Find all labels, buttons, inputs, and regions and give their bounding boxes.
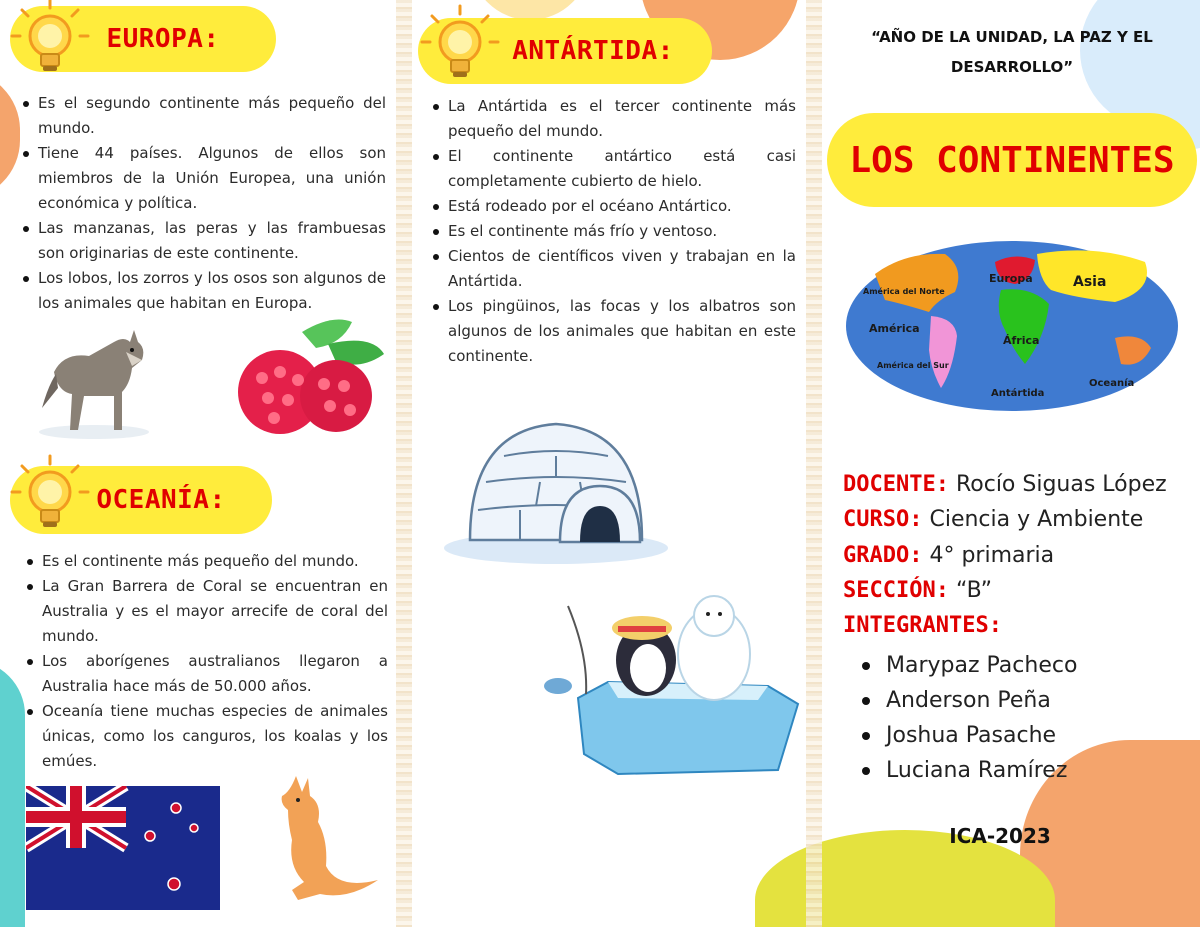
world-map	[845, 240, 1179, 412]
map-label: Asia	[1073, 274, 1107, 290]
section-value: “B”	[948, 578, 992, 603]
europa-list	[22, 91, 386, 316]
members-list	[862, 648, 1077, 788]
list-item: Los pingüinos, las focas y los albatros son algunos de los animales que habitan en este continente.	[432, 294, 796, 369]
list-item: Anderson Peña	[862, 683, 1077, 718]
main-title-banner	[827, 113, 1197, 207]
list-item: Joshua Pasache	[862, 718, 1077, 753]
teacher-row	[843, 472, 1167, 497]
list-item: Cientos de científicos viven y trabajan en la Antártida.	[432, 244, 796, 294]
panel-divider-1	[396, 0, 412, 927]
year-text: ICA-2023	[949, 824, 1051, 848]
map-label: Europa	[989, 272, 1033, 285]
new-zealand-flag	[26, 786, 220, 910]
map-label: América del Norte	[863, 287, 945, 296]
list-item: Marypaz Pacheco	[862, 648, 1077, 683]
panel-divider-2	[806, 0, 822, 927]
raspberry-illustration	[232, 314, 388, 440]
map-label: Oceanía	[1089, 378, 1135, 389]
kangaroo-illustration	[268, 770, 384, 910]
igloo-illustration	[440, 410, 672, 566]
oceania-list	[26, 549, 388, 774]
list-item: Oceanía tiene muchas especies de animales únicas, como los canguros, los koalas y los emúes.	[26, 699, 388, 774]
motto-text: “AÑO DE LA UNIDAD, LA PAZ Y EL DESARROLLO”	[871, 28, 1153, 76]
penguin-bear-illustration	[538, 594, 800, 778]
section-label: SECCIÓN:	[843, 578, 949, 603]
list-item: Es el continente más pequeño del mundo.	[26, 549, 388, 574]
list-item: Los aborígenes australianos llegaron a Australia hace más de 50.000 años.	[26, 649, 388, 699]
list-item: Las manzanas, las peras y las frambuesas son originarias de este continente.	[22, 216, 386, 266]
teacher-value: Rocío Siguas López	[948, 472, 1167, 497]
map-label: América	[869, 322, 920, 335]
teacher-label: DOCENTE:	[843, 472, 949, 497]
list-item: Luciana Ramírez	[862, 753, 1077, 788]
course-label: CURSO:	[843, 507, 923, 532]
members-heading-row	[843, 613, 1002, 638]
page-title: LOS CONTINENTES	[849, 139, 1175, 181]
list-item: Los lobos, los zorros y los osos son algunos de los animales que habitan en Europa.	[22, 266, 386, 316]
course-value: Ciencia y Ambiente	[922, 507, 1144, 532]
grade-label: GRADO:	[843, 543, 923, 568]
list-item: Tiene 44 países. Algunos de ellos son miembros de la Unión Europea, una unión económica y política.	[22, 141, 386, 216]
list-item: Es el continente más frío y ventoso.	[432, 219, 796, 244]
grade-row	[843, 543, 1054, 568]
map-label: Antártida	[991, 388, 1045, 399]
europa-title: EUROPA:	[106, 24, 220, 54]
course-row	[843, 507, 1143, 532]
antartida-title: ANTÁRTIDA:	[512, 36, 674, 66]
lightbulb-icon	[418, 2, 502, 86]
decor-blob-cyan	[0, 660, 25, 927]
list-item: El continente antártico está casi completamente cubierto de hielo.	[432, 144, 796, 194]
members-label: INTEGRANTES:	[843, 613, 1002, 638]
oceania-title: OCEANÍA:	[96, 485, 226, 515]
map-label: América del Sur	[877, 361, 949, 370]
wolf-illustration	[34, 312, 152, 440]
lightbulb-icon	[8, 0, 92, 80]
list-item: Es el segundo continente más pequeño del mundo.	[22, 91, 386, 141]
section-row	[843, 578, 992, 603]
lightbulb-icon	[8, 452, 92, 536]
list-item: La Antártida es el tercer continente más pequeño del mundo.	[432, 94, 796, 144]
map-label: África	[1003, 334, 1040, 347]
decor-blob-orange	[0, 70, 20, 200]
grade-value: 4° primaria	[922, 543, 1055, 568]
list-item: La Gran Barrera de Coral se encuentran en Australia y es el mayor arrecife de coral del mundo.	[26, 574, 388, 649]
list-item: Está rodeado por el océano Antártico.	[432, 194, 796, 219]
antartida-list	[432, 94, 796, 369]
